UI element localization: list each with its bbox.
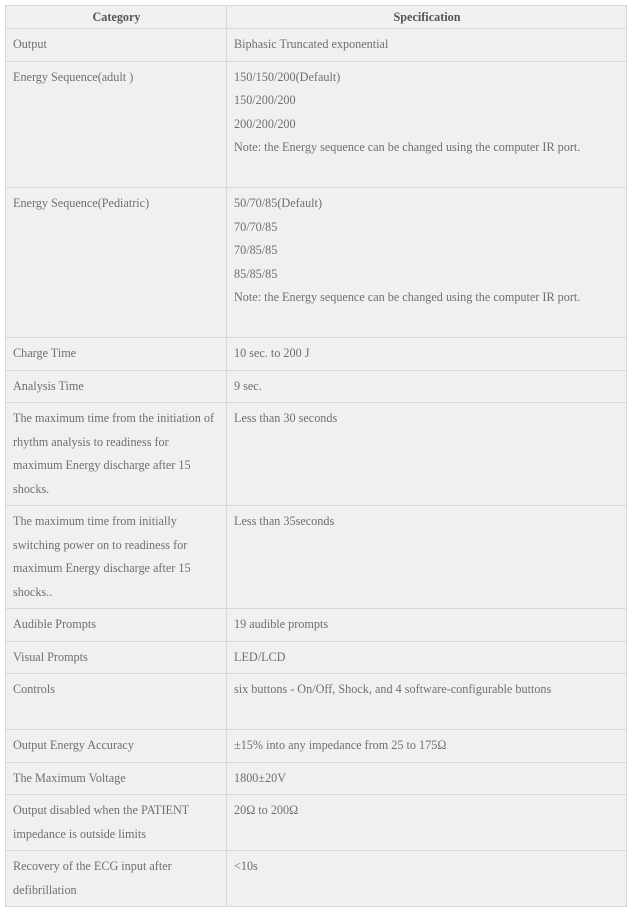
spec-line: 9 sec. <box>234 378 262 393</box>
cell-specification <box>227 851 627 907</box>
cell-category: Controls <box>6 674 227 730</box>
table-row <box>6 674 627 730</box>
cell-category: Output <box>6 29 227 62</box>
cell-specification <box>227 188 627 338</box>
spec-line: Less than 35seconds <box>234 514 335 528</box>
cell-category: Output disabled when the PATIENT impedance is outside limits <box>6 795 227 851</box>
cell-category: Recovery of the ECG input after defibrillation <box>6 851 227 907</box>
cell-category: Energy Sequence(adult ) <box>6 61 227 188</box>
spec-spacer <box>234 702 620 726</box>
specification-table <box>5 5 627 907</box>
table-row <box>6 338 627 371</box>
cell-specification <box>227 795 627 851</box>
cell-specification <box>227 762 627 795</box>
table-row <box>6 188 627 338</box>
spec-line: Biphasic Truncated exponential <box>234 37 389 51</box>
spec-spacer <box>234 160 620 184</box>
cell-category: Visual Prompts <box>6 641 227 674</box>
table-row <box>6 762 627 795</box>
cell-specification <box>227 674 627 730</box>
spec-spacer <box>234 823 620 847</box>
cell-specification <box>227 506 627 609</box>
table-body <box>6 29 627 907</box>
spec-line: Note: the Energy sequence can be changed using the computer IR port. <box>234 290 581 304</box>
table-row <box>6 403 627 506</box>
spec-spacer <box>234 431 620 455</box>
spec-line: six buttons - On/Off, Shock, and 4 software-configurable buttons <box>234 682 552 696</box>
spec-line: Less than 30 seconds <box>234 411 338 425</box>
cell-category: The maximum time from initially switching power on to readiness for maximum Energy discharge after 15 shocks.. <box>6 506 227 609</box>
spec-line: 150/150/200(Default) <box>234 69 341 84</box>
spec-line: 85/85/85 <box>234 266 278 281</box>
table-row <box>6 609 627 642</box>
table-header <box>6 6 627 29</box>
cell-specification <box>227 370 627 403</box>
column-header-category: Category <box>6 6 227 29</box>
table-row <box>6 506 627 609</box>
spec-line: 70/85/85 <box>234 243 278 257</box>
cell-specification <box>227 641 627 674</box>
spec-line: 20Ω to 200Ω <box>234 803 299 817</box>
spec-line: 10 sec. to 200 J <box>234 346 310 360</box>
cell-specification <box>227 61 627 188</box>
table-row <box>6 851 627 907</box>
cell-specification <box>227 29 627 62</box>
spec-line: 150/200/200 <box>234 93 296 107</box>
table-row <box>6 29 627 62</box>
column-header-specification: Specification <box>227 6 627 29</box>
cell-category: The Maximum Voltage <box>6 762 227 795</box>
cell-specification <box>227 730 627 763</box>
spec-spacer <box>234 478 620 502</box>
table-row <box>6 370 627 403</box>
cell-specification <box>227 338 627 371</box>
table-row <box>6 641 627 674</box>
spec-spacer <box>234 581 620 605</box>
spec-line: 19 audible prompts <box>234 617 329 631</box>
cell-category: Output Energy Accuracy <box>6 730 227 763</box>
cell-category: Charge Time <box>6 338 227 371</box>
spec-line: 50/70/85(Default) <box>234 196 322 210</box>
table-row <box>6 61 627 188</box>
spec-spacer <box>234 310 620 334</box>
spec-line: 70/70/85 <box>234 219 278 234</box>
spec-line: Note: the Energy sequence can be changed using the computer IR port. <box>234 140 581 154</box>
spec-spacer <box>234 454 620 478</box>
cell-category: Analysis Time <box>6 370 227 403</box>
spec-line: <10s <box>234 859 258 873</box>
cell-category: The maximum time from the initiation of rhythm analysis to readiness for maximum Energy discharge after 15 shocks. <box>6 403 227 506</box>
spec-line: 200/200/200 <box>234 116 296 131</box>
cell-specification <box>227 609 627 642</box>
spec-spacer <box>234 557 620 581</box>
table-header-row <box>6 6 627 29</box>
spec-spacer <box>234 534 620 558</box>
cell-category: Energy Sequence(Pediatric) <box>6 188 227 338</box>
spec-line: ±15% into any impedance from 25 to 175Ω <box>234 738 447 752</box>
table-row <box>6 730 627 763</box>
cell-category: Audible Prompts <box>6 609 227 642</box>
spec-line: 1800±20V <box>234 770 287 785</box>
spec-line: LED/LCD <box>234 649 286 664</box>
cell-specification <box>227 403 627 506</box>
table-row <box>6 795 627 851</box>
